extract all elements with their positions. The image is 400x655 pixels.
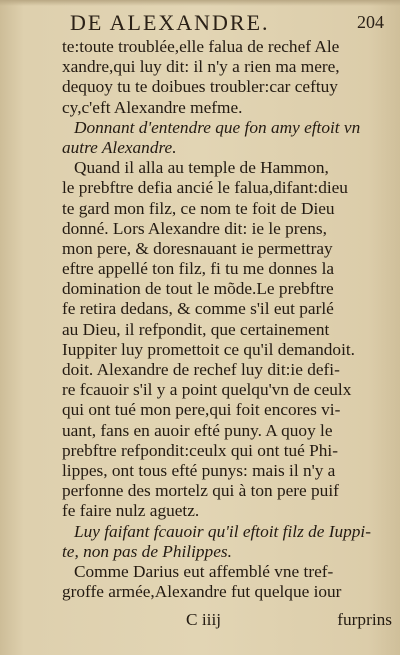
text-line: qui ont tué mon pere,qui foit encores vi- <box>62 400 341 420</box>
text-line: re fcauoir s'il y a point quelqu'vn de ceulx <box>62 380 352 400</box>
signature-mark: C iiij <box>186 610 222 629</box>
text-line: domination de tout le mõde.Le prebftre <box>62 279 334 299</box>
marginal-summary-line: Donnant d'entendre que fon amy eftoit vn <box>74 117 361 137</box>
page-number: 204 <box>357 12 384 32</box>
paragraph-start-line: Quand il alla au temple de Hammon, <box>74 158 329 178</box>
text-line: donné. Lors Alexandre dit: ie le prens, <box>62 218 327 238</box>
page-footer <box>62 610 396 632</box>
marginal-summary-line: autre Alexandre. <box>62 137 177 157</box>
text-line: perfonne des mortelz qui à ton pere puif <box>62 481 339 501</box>
paragraph-start-line: Comme Darius eut affemblé vne tref- <box>74 561 334 581</box>
text-line: doit. Alexandre de rechef luy dit:ie defi- <box>62 360 340 379</box>
catchword: furprins <box>337 610 392 629</box>
text-line: dequoy tu te doibues troubler:car ceftuy <box>62 77 338 97</box>
text-line: uant, fans en auoir efté puny. A quoy le <box>62 420 333 440</box>
text-line: te gard mon filz, ce nom te foit de Dieu <box>62 198 335 218</box>
text-line: mon pere, & doresnauant ie permettray <box>62 238 333 258</box>
text-line: te:toute troublée,elle falua de rechef Ale <box>62 37 340 56</box>
text-line: cy,c'eft Alexandre mefme. <box>62 97 243 117</box>
marginal-summary-line: Luy faifant fcauoir qu'il eftoit filz de Iuppi- <box>74 521 371 541</box>
marginal-summary-line: te, non pas de Philippes. <box>62 541 232 561</box>
text-line: eftre appellé ton filz, fi tu me donnes la <box>62 259 335 279</box>
text-line: groffe armée,Alexandre fut quelque iour <box>62 582 342 602</box>
text-line: lippes, ont tous efté punys: mais il n'y a <box>62 460 336 480</box>
page-header <box>70 10 390 36</box>
text-line: au Dieu, il refpondit, que certainement <box>62 319 330 339</box>
text-line: le prebftre defia ancié le falua,difant:dieu <box>62 178 348 198</box>
text-line: fe faire nulz aguetz. <box>62 501 200 521</box>
body-text <box>62 37 396 602</box>
running-head: DE ALEXANDRE. <box>70 10 270 35</box>
page-edge-shadow <box>0 0 400 6</box>
text-line: Iuppiter luy promettoit ce qu'il demandoit. <box>62 339 355 359</box>
text-line: xandre,qui luy dit: il n'y a rien ma mere, <box>62 57 340 77</box>
text-line: fe retira dedans, & comme s'il eut parlé <box>62 299 334 319</box>
text-line: prebftre refpondit:ceulx qui ont tué Phi- <box>62 440 338 460</box>
